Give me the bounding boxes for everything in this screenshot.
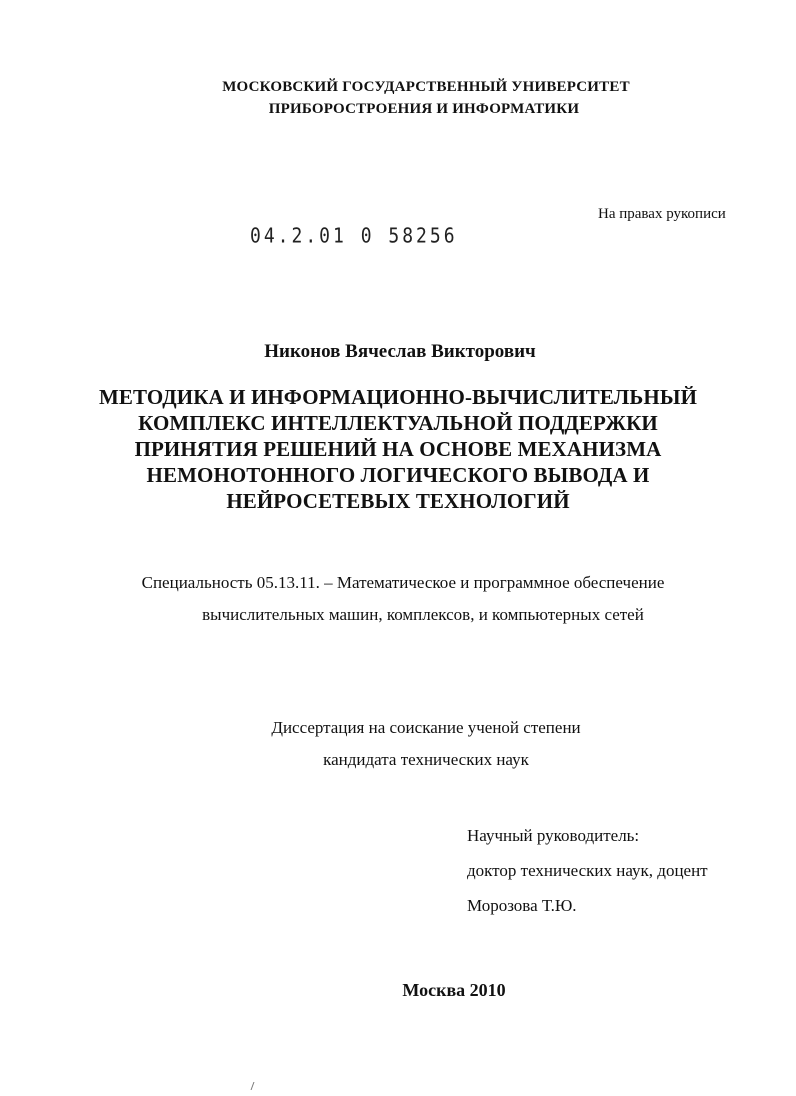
university-name-line1: МОСКОВСКИЙ ГОСУДАРСТВЕННЫЙ УНИВЕРСИТЕТ: [222, 79, 630, 95]
degree-line2: кандидата технических наук: [323, 750, 529, 769]
specialty-block: [0, 567, 796, 631]
specialty-line2: вычислительных машин, комплексов, и компьютерных сетей: [202, 605, 644, 624]
degree-line1: Диссертация на соискание ученой степени: [271, 718, 581, 737]
degree-block: [0, 712, 796, 776]
scan-speck: [251, 1082, 258, 1090]
supervisor-name: Морозова Т.Ю.: [467, 896, 577, 915]
title-line: КОМПЛЕКС ИНТЕЛЛЕКТУАЛЬНОЙ ПОДДЕРЖКИ: [138, 411, 658, 435]
supervisor-label: Научный руководитель:: [467, 826, 640, 845]
specialty-line1: Специальность 05.13.11. – Математическое и программное обеспечение: [141, 573, 665, 592]
library-stamp-number: 04.2.01 0 58256: [250, 224, 458, 249]
author-name: Никонов Вячеслав Викторович: [264, 341, 536, 362]
title-line: МЕТОДИКА И ИНФОРМАЦИОННО-ВЫЧИСЛИТЕЛЬНЫЙ: [98, 385, 698, 409]
city-year: Москва 2010: [402, 980, 506, 1000]
title-line: НЕЙРОСЕТЕВЫХ ТЕХНОЛОГИЙ: [226, 489, 570, 513]
rights-note: На правах рукописи: [598, 206, 726, 222]
title-line: ПРИНЯТИЯ РЕШЕНИЙ НА ОСНОВЕ МЕХАНИЗМА: [134, 437, 662, 461]
dissertation-title: [0, 384, 796, 514]
supervisor-degree: доктор технических наук, доцент: [467, 861, 708, 880]
university-header: [0, 76, 796, 120]
university-name-line2: ПРИБОРОСТРОЕНИЯ И ИНФОРМАТИКИ: [268, 101, 580, 117]
title-line: НЕМОНОТОННОГО ЛОГИЧЕСКОГО ВЫВОДА И: [146, 463, 650, 487]
supervisor-block: [467, 818, 708, 923]
